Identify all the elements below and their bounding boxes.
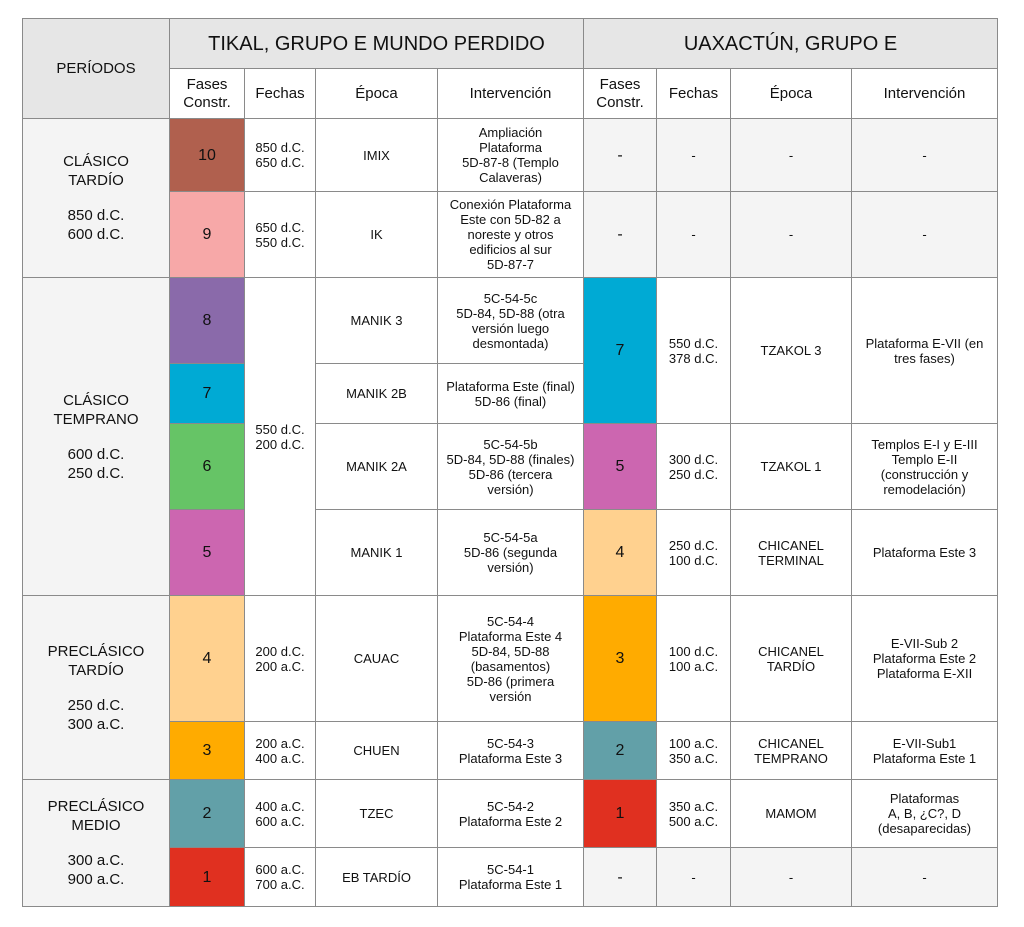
cell-line: 200 d.C. <box>255 643 305 659</box>
uaxactun-intervencion-cell <box>852 424 998 510</box>
cell-line: 600 a.C. <box>255 813 305 829</box>
tikal-fase-cell: 7 <box>170 364 245 424</box>
tikal-intervencion-cell <box>438 722 584 780</box>
cell-line: TZAKOL 3 <box>760 343 822 358</box>
tikal-fechas-cell <box>245 192 316 278</box>
cell-line: Templos E-I y E-III <box>871 436 978 452</box>
uaxactun-fechas-cell <box>657 510 731 596</box>
cell-line: TARDÍO <box>68 661 124 679</box>
cell-line: 850 d.C. <box>255 140 305 155</box>
cell-line: 300 a.C. <box>67 715 125 733</box>
cell-line: TERMINAL <box>758 552 824 568</box>
cell-line: IMIX <box>363 147 390 163</box>
cell-line: MANIK 2A <box>346 459 407 474</box>
uaxactun-fechas-cell <box>657 848 731 907</box>
uaxactun-fase-cell: 5 <box>584 424 657 510</box>
cell-line: 650 d.C. <box>255 155 305 170</box>
tikal-intervencion-cell <box>438 780 584 848</box>
tikal-fase-cell: 8 <box>170 278 245 364</box>
cell-line: 300 a.C. <box>67 852 125 869</box>
cell-line: 300 d.C. <box>668 451 719 467</box>
cell-line: 5D-87-8 (Templo <box>462 155 559 170</box>
table-row <box>23 278 998 364</box>
uaxactun-epoca-cell <box>731 192 852 278</box>
tikal-fase-cell: 4 <box>170 596 245 722</box>
uaxactun-intervencion-cell <box>852 119 998 192</box>
cell-line: 900 a.C. <box>67 871 125 888</box>
cell-line: 250 d.C. <box>67 464 125 482</box>
cell-line: versión) <box>487 481 534 497</box>
uaxactun-fechas-cell <box>657 192 731 278</box>
cell-line: 5C-54-5c <box>483 290 538 306</box>
cell-line: 100 a.C. <box>668 735 719 751</box>
header-fases: Fases Constr. <box>584 69 657 119</box>
table-row <box>23 722 998 780</box>
cell-line: remodelación) <box>883 481 966 497</box>
uaxactun-fase-cell: - <box>584 192 657 278</box>
tikal-fechas-cell <box>245 278 316 596</box>
uaxactun-intervencion-cell <box>852 596 998 722</box>
tikal-fase-cell: 10 <box>170 119 245 192</box>
header-fechas: Fechas <box>245 69 316 119</box>
uaxactun-fechas-cell <box>657 596 731 722</box>
tikal-intervencion-cell <box>438 596 584 722</box>
tikal-intervencion-cell <box>438 364 584 424</box>
cell-line: Templo E-II <box>891 451 958 467</box>
cell-line: 5D-84, 5D-88 (otra <box>456 305 565 321</box>
tikal-fase-cell: 6 <box>170 424 245 510</box>
cell-line: 600 a.C. <box>255 862 305 877</box>
cell-line: MANIK 1 <box>350 545 403 560</box>
cell-line: 550 d.C. <box>255 234 305 250</box>
uaxactun-fechas-cell <box>657 780 731 848</box>
cell-line: E-VII-Sub 2 <box>890 636 959 651</box>
cell-line: 700 a.C. <box>255 877 305 892</box>
uaxactun-intervencion-cell <box>852 510 998 596</box>
uaxactun-fase-cell: - <box>584 119 657 192</box>
cell-line: PRECLÁSICO <box>47 798 145 815</box>
table-row <box>23 848 998 907</box>
cell-line: CHICANEL <box>758 735 824 751</box>
table-row <box>23 780 998 848</box>
cell-line: MANIK 2B <box>346 386 407 401</box>
cell-line: 5C-54-2 <box>487 798 534 814</box>
cell-line: - <box>922 227 927 242</box>
cell-line: versión luego <box>471 320 550 336</box>
cell-line: Plataforma Este 3 <box>458 750 563 766</box>
cell-line: desmontada) <box>472 335 549 351</box>
cell-line: 100 a.C. <box>668 658 719 674</box>
tikal-fechas-cell <box>245 119 316 192</box>
tikal-fase-cell: 9 <box>170 192 245 278</box>
cell-line: 100 d.C. <box>668 643 719 659</box>
uaxactun-epoca-cell <box>731 848 852 907</box>
header-intervencion: Intervención <box>438 69 584 119</box>
tikal-epoca-cell <box>316 119 438 192</box>
uaxactun-intervencion-cell <box>852 192 998 278</box>
tikal-intervencion-cell <box>438 192 584 278</box>
uaxactun-fase-cell: 7 <box>584 278 657 424</box>
cell-line: 5C-54-5b <box>483 436 538 452</box>
cell-line: Plataforma E-VII (en <box>865 335 984 351</box>
cell-line: - <box>922 147 927 163</box>
cell-line: 250 d.C. <box>668 466 719 482</box>
tikal-epoca-cell <box>316 780 438 848</box>
chronology-table-container <box>22 18 998 907</box>
cell-line: 5D-84, 5D-88 (finales) <box>446 451 575 467</box>
cell-line: - <box>788 227 794 242</box>
cell-line: 250 d.C. <box>67 696 125 714</box>
cell-line: CHICANEL <box>758 537 824 553</box>
tikal-intervencion-cell <box>438 278 584 364</box>
cell-line: EB TARDÍO <box>342 869 411 885</box>
cell-line: 200 d.C. <box>255 436 305 452</box>
cell-line: 650 d.C. <box>255 219 305 235</box>
uaxactun-epoca-cell <box>731 278 852 424</box>
uaxactun-fase-cell: 3 <box>584 596 657 722</box>
uaxactun-fechas-cell <box>657 278 731 424</box>
period-cell <box>23 278 170 596</box>
cell-line: TEMPRANO <box>53 410 139 428</box>
cell-line: 350 a.C. <box>668 798 719 814</box>
tikal-fase-cell: 5 <box>170 510 245 596</box>
tikal-epoca-cell <box>316 510 438 596</box>
uaxactun-epoca-cell <box>731 119 852 192</box>
cell-line: A, B, ¿C?, D <box>888 806 961 821</box>
cell-line: edificios al sur <box>469 242 552 257</box>
uaxactun-fechas-cell <box>657 424 731 510</box>
cell-line: TZEC <box>359 806 394 821</box>
cell-line: 5C-54-3 <box>487 735 534 751</box>
cell-line: 5D-86 (tercera <box>468 466 553 482</box>
header-tikal: TIKAL, GRUPO E MUNDO PERDIDO <box>170 19 584 69</box>
cell-line: Plataformas <box>889 791 960 806</box>
cell-line: 400 a.C. <box>255 750 305 766</box>
period-cell <box>23 780 170 907</box>
cell-line: 5C-54-1 <box>487 862 534 877</box>
uaxactun-intervencion-cell <box>852 722 998 780</box>
cell-line: 400 a.C. <box>255 798 305 814</box>
period-cell <box>23 119 170 278</box>
cell-line: TARDÍO <box>766 658 816 674</box>
cell-line: 600 d.C. <box>67 445 125 463</box>
cell-line: Plataforma Este 4 <box>458 628 563 644</box>
cell-line: (basamentos) <box>470 658 551 674</box>
header-periods: PERÍODOS <box>23 19 170 119</box>
period-cell <box>23 596 170 780</box>
cell-line: CLÁSICO <box>63 153 129 170</box>
cell-line: 5D-84, 5D-88 <box>471 643 550 659</box>
cell-line: Plataforma Este 1 <box>872 750 977 766</box>
uaxactun-epoca-cell <box>731 424 852 510</box>
cell-line: (construcción y <box>880 466 969 482</box>
cell-line: (desaparecidas) <box>877 821 972 836</box>
tikal-fechas-cell <box>245 722 316 780</box>
cell-line: 550 d.C. <box>255 421 305 437</box>
cell-line: - <box>691 227 696 242</box>
cell-line: Ampliación <box>478 125 543 140</box>
tikal-epoca-cell <box>316 424 438 510</box>
tikal-fechas-cell <box>245 848 316 907</box>
cell-line: CHUEN <box>353 743 400 758</box>
uaxactun-fase-cell: - <box>584 848 657 907</box>
table-row <box>23 119 998 192</box>
cell-line: 5C-54-4 <box>487 613 534 629</box>
cell-line: Plataforma <box>479 140 542 155</box>
uaxactun-epoca-cell <box>731 510 852 596</box>
tikal-fase-cell: 1 <box>170 848 245 907</box>
cell-line: 5D-86 (primera <box>466 673 555 689</box>
cell-line: TARDÍO <box>68 172 124 189</box>
cell-line: 378 d.C. <box>668 350 719 366</box>
cell-line: 350 a.C. <box>668 750 719 766</box>
header-intervencion: Intervención <box>852 69 998 119</box>
cell-line: Plataforma E-XII <box>876 666 973 681</box>
cell-line: 500 a.C. <box>668 813 719 829</box>
uaxactun-intervencion-cell <box>852 848 998 907</box>
tikal-fechas-cell <box>245 780 316 848</box>
cell-line: MEDIO <box>71 817 121 834</box>
tikal-intervencion-cell <box>438 510 584 596</box>
cell-line: TZAKOL 1 <box>760 459 822 474</box>
table-row <box>23 192 998 278</box>
cell-line: 200 a.C. <box>255 658 305 674</box>
cell-line: MANIK 3 <box>350 313 403 328</box>
cell-line: 600 d.C. <box>67 226 125 243</box>
uaxactun-epoca-cell <box>731 780 852 848</box>
table-row <box>23 596 998 722</box>
uaxactun-fechas-cell <box>657 119 731 192</box>
cell-line: 5C-54-5a <box>483 530 538 545</box>
chronology-table <box>22 18 998 907</box>
cell-line: 850 d.C. <box>67 207 125 224</box>
cell-line: CHICANEL <box>758 643 824 659</box>
cell-line: tres fases) <box>894 350 955 366</box>
uaxactun-intervencion-cell <box>852 278 998 424</box>
cell-line: E-VII-Sub1 <box>892 735 957 751</box>
uaxactun-epoca-cell <box>731 596 852 722</box>
tikal-fechas-cell <box>245 596 316 722</box>
uaxactun-epoca-cell <box>731 722 852 780</box>
tikal-intervencion-cell <box>438 424 584 510</box>
header-uaxactun: UAXACTÚN, GRUPO E <box>584 19 998 69</box>
cell-line: Calaveras) <box>479 170 542 185</box>
cell-line: Conexión Plataforma <box>449 197 572 212</box>
cell-line: TEMPRANO <box>754 750 828 766</box>
uaxactun-fase-cell: 1 <box>584 780 657 848</box>
cell-line: versión <box>489 688 532 704</box>
header-epoca: Época <box>316 69 438 119</box>
cell-line: - <box>691 869 696 885</box>
uaxactun-fase-cell: 2 <box>584 722 657 780</box>
cell-line: Plataforma Este (final) <box>446 378 575 394</box>
cell-line: CLÁSICO <box>63 391 129 409</box>
cell-line: 5D-86 (final) <box>474 393 547 409</box>
header-epoca: Época <box>731 69 852 119</box>
cell-line: Plataforma Este 3 <box>872 545 977 560</box>
cell-line: 100 d.C. <box>668 552 719 568</box>
cell-line: 250 d.C. <box>668 537 719 553</box>
cell-line: 200 a.C. <box>255 735 305 751</box>
tikal-epoca-cell <box>316 192 438 278</box>
tikal-fase-cell: 3 <box>170 722 245 780</box>
cell-line: - <box>788 147 794 163</box>
tikal-epoca-cell <box>316 848 438 907</box>
cell-line: versión) <box>487 560 534 575</box>
table-row <box>23 424 998 510</box>
cell-line: IK <box>370 227 383 242</box>
tikal-epoca-cell <box>316 722 438 780</box>
tikal-epoca-cell <box>316 364 438 424</box>
cell-line: PRECLÁSICO <box>47 642 145 660</box>
cell-line: - <box>691 147 696 163</box>
cell-line: Plataforma Este 1 <box>458 877 563 892</box>
header-fases: Fases Constr. <box>170 69 245 119</box>
cell-line: Este con 5D-82 a <box>460 212 561 227</box>
tikal-intervencion-cell <box>438 848 584 907</box>
cell-line: 550 d.C. <box>668 335 719 351</box>
uaxactun-fechas-cell <box>657 722 731 780</box>
cell-line: MAMOM <box>765 806 817 821</box>
cell-line: Plataforma Este 2 <box>872 651 977 666</box>
table-row <box>23 510 998 596</box>
cell-line: - <box>922 869 927 885</box>
cell-line: noreste y otros <box>467 227 554 242</box>
tikal-fase-cell: 2 <box>170 780 245 848</box>
tikal-epoca-cell <box>316 596 438 722</box>
tikal-intervencion-cell <box>438 119 584 192</box>
header-fechas: Fechas <box>657 69 731 119</box>
cell-line: - <box>788 869 794 885</box>
cell-line: 5D-86 (segunda <box>463 545 558 560</box>
cell-line: 5D-87-7 <box>487 257 534 272</box>
cell-line: Plataforma Este 2 <box>458 813 563 829</box>
tikal-epoca-cell <box>316 278 438 364</box>
uaxactun-intervencion-cell <box>852 780 998 848</box>
uaxactun-fase-cell: 4 <box>584 510 657 596</box>
cell-line: CAUAC <box>353 651 400 666</box>
